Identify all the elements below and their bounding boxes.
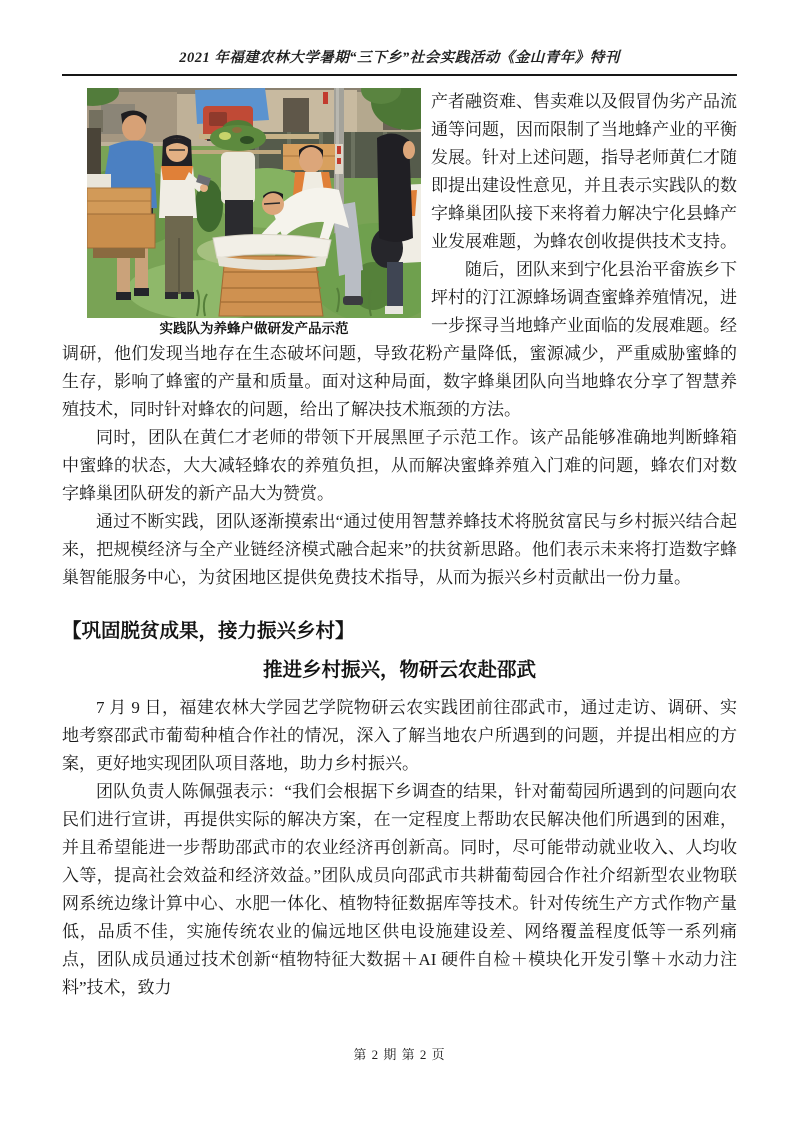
article1-paragraph-2: 随后，团队来到宁化县治平畲族乡下坪村的汀江源蜂场调查蜜蜂养殖情况，进一步探寻当地蜂产业面临的发展难题。经调研，他们发现当地存在生态破坏问题，导致花粉产量降低，蜜源减少，严重威胁蜜蜂的生存，影响了蜂蜜的产量和质量。面对这种局面，数字蜂巢团队向当地蜂农分享了智慧养殖技术，同时针对蜂农的问题，给出了解决技术瓶颈的方法。 [62,260,737,419]
article2-title: 推进乡村振兴，物研云农赴邵武 [262,660,536,681]
page-header [62,0,737,67]
header-title: 2021 年福建农林大学暑期“三下乡”社会实践活动《金山青年》特刊 [179,50,620,66]
page-content [62,88,737,1002]
section-heading: 【巩固脱贫成果，接力振兴乡村】 [62,621,355,642]
article1-paragraph-continued: 产者融资难、售卖难以及假冒伪劣产品流通等问题，因而限制了当地蜂产业的平衡发展。针对上述问题，指导老师黄仁才随即提出建设性意见，并且表示实践队的数字蜂巢团队接下来将着力解决宁化县蜂产业发展难题，为蜂农创收提供技术支持。 [431,92,737,251]
article-figure [87,88,421,337]
beekeeping-photo [87,88,421,318]
page-footer [0,1044,799,1063]
article1-paragraph-4: 通过不断实践，团队逐渐摸索出“通过使用智慧养蜂技术将脱贫富民与乡村振兴结合起来，把规模经济与全产业链经济模式融合起来”的扶贫新思路。他们表示未来将打造数字蜂巢智能服务中心，为贫困地区提供免费技术指导，从而为振兴乡村贡献出一份力量。 [62,512,737,587]
article1-paragraph-3: 同时，团队在黄仁才老师的带领下开展黑匣子示范工作。该产品能够准确地判断蜂箱中蜜蜂的状态，大大减轻蜂农的养殖负担，从而解决蜜蜂养殖入门难的问题，蜂农们对数字蜂巢团队研发的新产品大为赞赏。 [62,428,737,503]
page-number-label: 第 2 期 第 2 页 [353,1047,446,1062]
article2-paragraph-2: 团队负责人陈佩强表示：“我们会根据下乡调查的结果，针对葡萄园所遇到的问题向农民们进行宣讲，再提供实际的解决方案，在一定程度上帮助农民解决他们所遇到的困难，并且希望能进一步帮助邵武市的农业经济再创新高。同时，尽可能带动就业收入、人均收入等，提高社会效益和经济效益。”团队成员向邵武市共耕葡萄园合作社介绍新型农业物联网系统边缘计算中心、水肥一体化、植物特征数据库等技术。针对传统生产方式作物产量低，品质不佳，实施传统农业的偏远地区供电设施建设差、网络覆盖程度低等一系列痛点，团队成员通过技术创新“植物特征大数据＋AI 硬件自检＋模块化开发引擎＋水动力注料”技术，致力 [62,782,737,997]
header-divider [62,74,737,76]
article2-paragraph-1: 7 月 9 日，福建农林大学园艺学院物研云农实践团前往邵武市，通过走访、调研、实地考察邵武市葡萄种植合作社的情况，深入了解当地农户所遇到的问题，并提出相应的方案，更好地实现团队项目落地，助力乡村振兴。 [62,698,737,773]
figure-caption: 实践队为养蜂户做研发产品示范 [159,321,349,336]
